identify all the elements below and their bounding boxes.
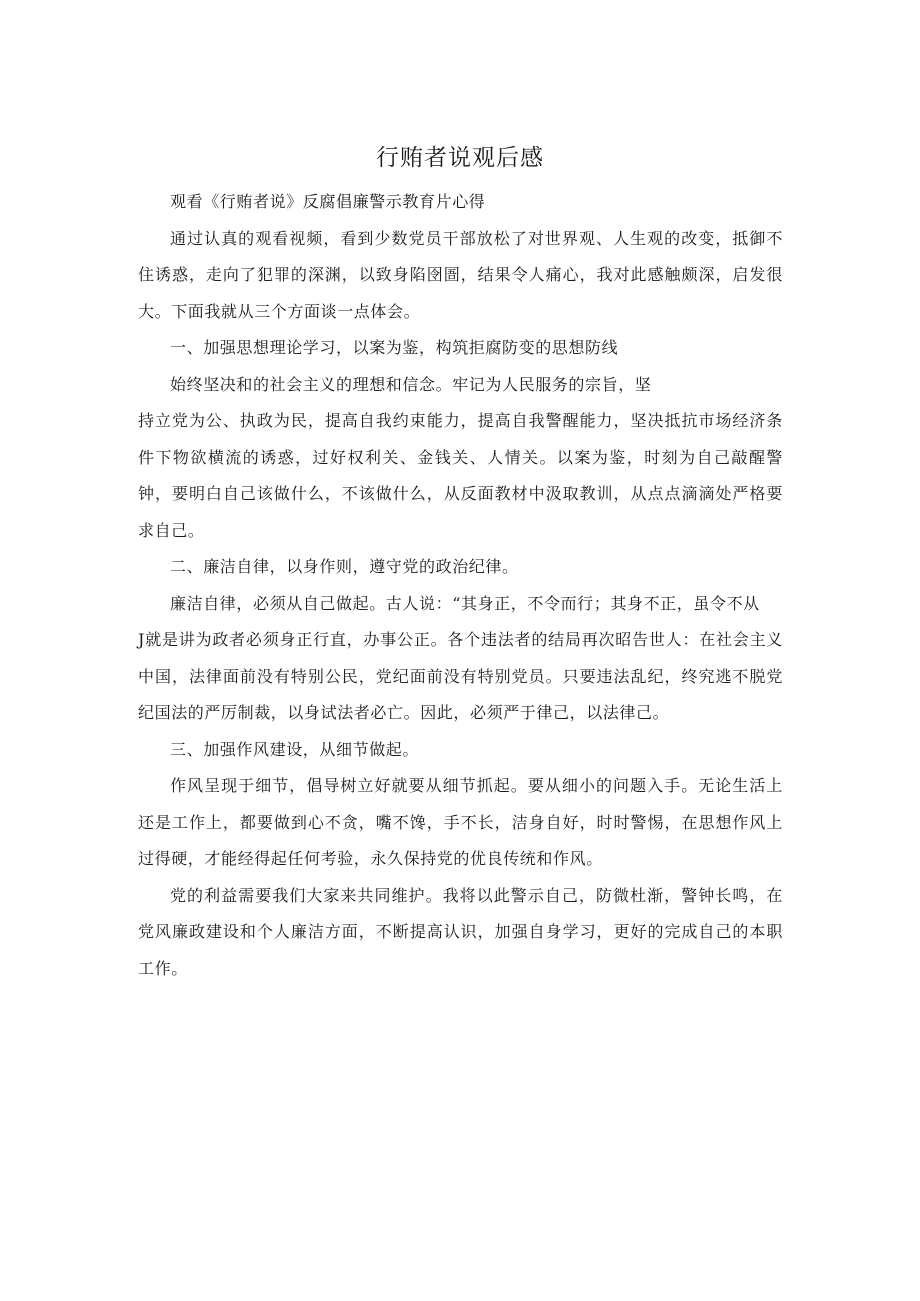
- document-title: 行贿者说观后感: [376, 145, 544, 171]
- section-3-paragraph: 作风呈现于细节，倡导树立好就要从细节抓起。要从细小的问题入手。无论生活上还是工作上，都要做到心不贪，嘴不馋，手不长，洁身自好，时时警惕，在思想作风上过得硬，才能经得起任何考验，永久保持党的优良传统和作风。: [138, 776, 783, 868]
- section-heading-2: 二、廉洁自律，以身作则，遵守党的政治纪律。: [170, 557, 519, 576]
- section-heading-1: 一、加强思想理论学习，以案为鉴，构筑拒腐防变的思想防线: [170, 338, 619, 357]
- section-2-paragraph-b: J就是讲为政者必须身正行直，办事公正。各个违法者的结局再次昭告世人：在社会主义中国，法律面前没有特别公民，党纪面前没有特别党员。只要违法乱纪，终究逃不脱党纪国法的严厉制裁，以身试法者必亡。因此，必须严于律己，以法律己。: [138, 630, 783, 722]
- section-2-paragraph-a: 廉洁自律，必须从自己做起。古人说：“其身正，不令而行；其身不正，虽令不从: [170, 593, 760, 613]
- section-1-paragraph-a: 始终坚决和的社会主义的理想和信念。牢记为人民服务的宗旨，坚: [170, 374, 652, 394]
- document-body: [138, 184, 783, 987]
- section-1-paragraph-b: 持立党为公、执政为民，提高自我约束能力，提高自我警醒能力，坚决抵抗市场经济条件下物欲横流的诱惑，过好权利关、金钱关、人情关。以案为鉴，时刻为自己敲醒警钟，要明白自己该做什么，不该做什么，从反面教材中汲取教训，从点点滴滴处严格要求自己。: [138, 411, 783, 540]
- subtitle-paragraph: 观看《行贿者说》反腐倡廉警示教育片心得: [170, 192, 486, 211]
- section-heading-3: 三、加强作风建设，从细节做起。: [170, 739, 420, 759]
- intro-paragraph: 通过认真的观看视频，看到少数党员干部放松了对世界观、人生观的改变，抵御不住诱惑，走向了犯罪的深渊，以致身陷囹圄，结果令人痛心，我对此感触颇深，启发很大。下面我就从三个方面谈一点体会。: [138, 228, 783, 321]
- conclusion-paragraph: 党的利益需要我们大家来共同维护。我将以此警示自己，防微杜渐，警钟长鸣，在党风廉政建设和个人廉洁方面，不断提高认识，加强自身学习，更好的完成自己的本职工作。: [138, 885, 783, 978]
